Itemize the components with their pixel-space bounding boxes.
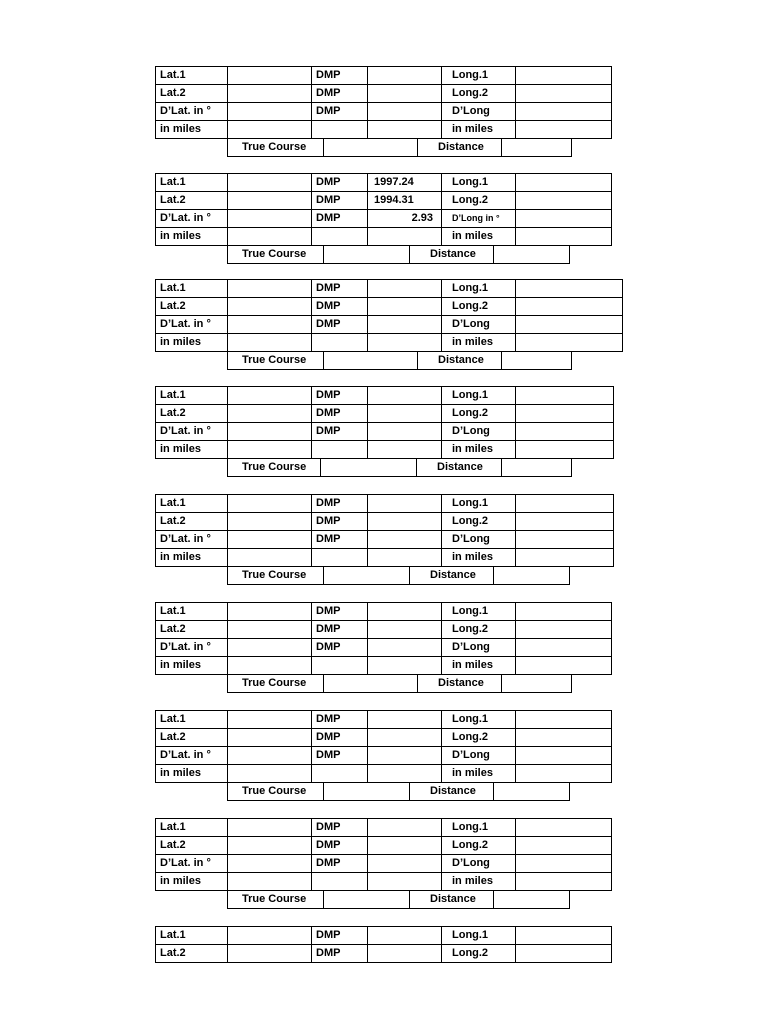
row-dlat bbox=[156, 210, 612, 228]
lat1-input[interactable] bbox=[228, 711, 312, 729]
lat2-input[interactable] bbox=[228, 837, 312, 855]
dlong-input[interactable] bbox=[516, 639, 612, 657]
distance-input[interactable] bbox=[502, 675, 572, 693]
long1-input[interactable] bbox=[516, 387, 614, 405]
dmp-diff-input[interactable] bbox=[368, 103, 442, 121]
row-miles bbox=[156, 657, 612, 675]
row-miles bbox=[156, 228, 612, 246]
summary-row bbox=[227, 567, 570, 585]
label-dmp: DMP bbox=[312, 67, 368, 85]
label-distance: Distance bbox=[418, 675, 502, 693]
worksheet-1 bbox=[155, 66, 612, 157]
row-lat1 bbox=[156, 603, 612, 621]
dlat-input[interactable] bbox=[228, 423, 312, 441]
label-distance: Distance bbox=[410, 246, 494, 264]
lat2-input[interactable] bbox=[228, 621, 312, 639]
row-lat2 bbox=[156, 837, 612, 855]
lat2-input[interactable] bbox=[228, 85, 312, 103]
label-dlong: D’Long bbox=[442, 423, 516, 441]
label-dlat: D’Lat. in ° bbox=[156, 747, 228, 765]
empty-cell bbox=[368, 765, 442, 783]
label-dmp: DMP bbox=[312, 639, 368, 657]
dlat-input[interactable] bbox=[228, 639, 312, 657]
worksheet-grid bbox=[155, 710, 612, 783]
dmp-diff-input[interactable] bbox=[368, 747, 442, 765]
empty-cell bbox=[312, 228, 368, 246]
dmp2-input[interactable] bbox=[368, 405, 442, 423]
dmp1-input[interactable] bbox=[368, 603, 442, 621]
label-long1: Long.1 bbox=[442, 280, 516, 298]
dmp1-input[interactable] bbox=[368, 67, 442, 85]
dlat-miles-input[interactable] bbox=[228, 441, 312, 459]
label-lat1: Lat.1 bbox=[156, 280, 228, 298]
dmp1-input[interactable] bbox=[368, 387, 442, 405]
empty-cell bbox=[368, 441, 442, 459]
label-distance: Distance bbox=[410, 891, 494, 909]
label-distance: Distance bbox=[410, 783, 494, 801]
worksheet-grid bbox=[155, 173, 612, 246]
label-lat1: Lat.1 bbox=[156, 387, 228, 405]
worksheet-grid bbox=[155, 818, 612, 891]
long1-input[interactable] bbox=[516, 67, 612, 85]
dlong-miles-input[interactable] bbox=[516, 441, 614, 459]
long2-input[interactable] bbox=[516, 621, 612, 639]
dmp1-input[interactable] bbox=[368, 280, 442, 298]
label-dmp: DMP bbox=[312, 621, 368, 639]
distance-input[interactable] bbox=[502, 352, 572, 370]
distance-input[interactable] bbox=[494, 783, 570, 801]
label-long1: Long.1 bbox=[442, 927, 516, 945]
dlong-input[interactable] bbox=[516, 747, 612, 765]
distance-input[interactable] bbox=[502, 459, 572, 477]
row-dlat bbox=[156, 103, 612, 121]
label-dmp: DMP bbox=[312, 927, 368, 945]
label-in-miles: in miles bbox=[442, 334, 516, 352]
worksheet-9 bbox=[155, 926, 612, 963]
long2-input[interactable] bbox=[516, 192, 612, 210]
summary-row bbox=[227, 139, 572, 157]
dmp2-input[interactable] bbox=[368, 85, 442, 103]
worksheet-2 bbox=[155, 173, 612, 264]
label-lat2: Lat.2 bbox=[156, 85, 228, 103]
lat2-input[interactable] bbox=[228, 513, 312, 531]
long1-input[interactable] bbox=[516, 603, 612, 621]
label-lat1: Lat.1 bbox=[156, 927, 228, 945]
row-miles bbox=[156, 334, 623, 352]
lat1-input[interactable] bbox=[228, 603, 312, 621]
label-dmp: DMP bbox=[312, 405, 368, 423]
label-in-miles: in miles bbox=[442, 549, 516, 567]
row-lat2 bbox=[156, 405, 614, 423]
dlat-miles-input[interactable] bbox=[228, 549, 312, 567]
dlat-input[interactable] bbox=[228, 531, 312, 549]
label-dlong: D’Long bbox=[442, 855, 516, 873]
label-dmp: DMP bbox=[312, 819, 368, 837]
worksheet-7 bbox=[155, 710, 612, 801]
empty-cell bbox=[368, 549, 442, 567]
lat2-input[interactable] bbox=[228, 729, 312, 747]
true-course-input[interactable] bbox=[324, 139, 418, 157]
label-long2: Long.2 bbox=[442, 85, 516, 103]
empty-cell bbox=[368, 334, 442, 352]
label-dmp: DMP bbox=[312, 495, 368, 513]
label-long2: Long.2 bbox=[442, 729, 516, 747]
label-long1: Long.1 bbox=[442, 495, 516, 513]
lat1-input[interactable] bbox=[228, 819, 312, 837]
label-lat1: Lat.1 bbox=[156, 819, 228, 837]
label-dlong: D’Long bbox=[442, 747, 516, 765]
empty-cell bbox=[368, 228, 442, 246]
label-distance: Distance bbox=[410, 567, 494, 585]
label-in-miles: in miles bbox=[442, 657, 516, 675]
dmp-diff-input[interactable] bbox=[368, 855, 442, 873]
worksheet-grid bbox=[155, 602, 612, 675]
row-lat1 bbox=[156, 495, 614, 513]
dlat-input[interactable] bbox=[228, 747, 312, 765]
dmp-diff-input[interactable] bbox=[368, 639, 442, 657]
dlat-miles-input[interactable] bbox=[228, 873, 312, 891]
worksheet-grid bbox=[155, 66, 612, 139]
dlat-miles-input[interactable] bbox=[228, 765, 312, 783]
label-lat1: Lat.1 bbox=[156, 603, 228, 621]
lat2-input[interactable] bbox=[228, 405, 312, 423]
label-in-miles: in miles bbox=[156, 228, 228, 246]
label-dmp: DMP bbox=[312, 729, 368, 747]
summary-row bbox=[227, 459, 572, 477]
label-in-miles: in miles bbox=[442, 121, 516, 139]
worksheet-4 bbox=[155, 386, 614, 477]
row-miles bbox=[156, 765, 612, 783]
label-lat2: Lat.2 bbox=[156, 513, 228, 531]
label-distance: Distance bbox=[417, 459, 502, 477]
label-dlong: D’Long bbox=[442, 316, 516, 334]
label-dmp: DMP bbox=[312, 210, 368, 228]
label-dlong: D’Long bbox=[442, 531, 516, 549]
row-dlat bbox=[156, 316, 623, 334]
dlong-miles-input[interactable] bbox=[516, 549, 614, 567]
row-lat2 bbox=[156, 729, 612, 747]
true-course-input[interactable] bbox=[324, 352, 418, 370]
row-lat1 bbox=[156, 280, 623, 298]
empty-cell bbox=[368, 873, 442, 891]
worksheet-8 bbox=[155, 818, 612, 909]
dlong-miles-input[interactable] bbox=[516, 765, 612, 783]
label-true-course: True Course bbox=[228, 891, 324, 909]
lat2-input[interactable] bbox=[228, 298, 312, 316]
label-lat1: Lat.1 bbox=[156, 67, 228, 85]
dmp-diff-input[interactable] bbox=[368, 531, 442, 549]
label-distance: Distance bbox=[418, 352, 502, 370]
empty-cell bbox=[312, 873, 368, 891]
row-lat2 bbox=[156, 621, 612, 639]
label-dmp: DMP bbox=[312, 192, 368, 210]
summary-row bbox=[227, 352, 572, 370]
label-true-course: True Course bbox=[228, 675, 324, 693]
label-true-course: True Course bbox=[228, 459, 321, 477]
label-long2: Long.2 bbox=[442, 945, 516, 963]
label-dlong-deg: D’Long in ° bbox=[442, 210, 516, 228]
label-dmp: DMP bbox=[312, 174, 368, 192]
label-dlat: D’Lat. in ° bbox=[156, 423, 228, 441]
row-dlat bbox=[156, 855, 612, 873]
label-long1: Long.1 bbox=[442, 387, 516, 405]
distance-input[interactable] bbox=[502, 139, 572, 157]
label-dlat: D’Lat. in ° bbox=[156, 639, 228, 657]
true-course-input[interactable] bbox=[321, 459, 417, 477]
summary-row bbox=[227, 783, 570, 801]
row-dlat bbox=[156, 423, 614, 441]
empty-cell bbox=[312, 657, 368, 675]
row-lat2 bbox=[156, 298, 623, 316]
label-in-miles: in miles bbox=[156, 121, 228, 139]
dmp1-input[interactable] bbox=[368, 819, 442, 837]
dlong-input[interactable] bbox=[516, 210, 612, 228]
dmp2-input[interactable] bbox=[368, 837, 442, 855]
label-lat2: Lat.2 bbox=[156, 945, 228, 963]
dlat-input[interactable] bbox=[228, 103, 312, 121]
label-in-miles: in miles bbox=[442, 873, 516, 891]
worksheet-6 bbox=[155, 602, 612, 693]
label-long1: Long.1 bbox=[442, 603, 516, 621]
label-long2: Long.2 bbox=[442, 298, 516, 316]
long2-input[interactable] bbox=[516, 298, 623, 316]
worksheet-grid bbox=[155, 494, 614, 567]
row-lat1 bbox=[156, 927, 612, 945]
label-dmp: DMP bbox=[312, 747, 368, 765]
row-lat2 bbox=[156, 85, 612, 103]
row-miles bbox=[156, 441, 614, 459]
label-long2: Long.2 bbox=[442, 837, 516, 855]
summary-row bbox=[227, 246, 570, 264]
dmp2-value[interactable]: 1994.31 bbox=[368, 192, 442, 210]
label-in-miles: in miles bbox=[442, 228, 516, 246]
label-long1: Long.1 bbox=[442, 67, 516, 85]
long2-input[interactable] bbox=[516, 837, 612, 855]
dmp2-input[interactable] bbox=[368, 621, 442, 639]
label-in-miles: in miles bbox=[156, 873, 228, 891]
dlong-miles-input[interactable] bbox=[516, 657, 612, 675]
label-dlat: D’Lat. in ° bbox=[156, 855, 228, 873]
label-dlat: D’Lat. in ° bbox=[156, 531, 228, 549]
row-lat1 bbox=[156, 67, 612, 85]
label-true-course: True Course bbox=[228, 139, 324, 157]
dlat-input[interactable] bbox=[228, 855, 312, 873]
long2-input[interactable] bbox=[516, 729, 612, 747]
label-dmp: DMP bbox=[312, 837, 368, 855]
worksheet-grid bbox=[155, 279, 623, 352]
lat1-input[interactable] bbox=[228, 67, 312, 85]
row-lat1 bbox=[156, 711, 612, 729]
empty-cell bbox=[312, 441, 368, 459]
dlong-input[interactable] bbox=[516, 423, 614, 441]
dmp-diff-value[interactable]: 2.93 bbox=[368, 210, 442, 228]
label-long1: Long.1 bbox=[442, 711, 516, 729]
dmp1-input[interactable] bbox=[368, 711, 442, 729]
lat2-input[interactable] bbox=[228, 192, 312, 210]
dlong-input[interactable] bbox=[516, 316, 623, 334]
lat1-input[interactable] bbox=[228, 495, 312, 513]
label-lat1: Lat.1 bbox=[156, 711, 228, 729]
label-in-miles: in miles bbox=[442, 765, 516, 783]
label-lat2: Lat.2 bbox=[156, 837, 228, 855]
row-dlat bbox=[156, 531, 614, 549]
dmp2-input[interactable] bbox=[368, 729, 442, 747]
empty-cell bbox=[312, 549, 368, 567]
row-miles bbox=[156, 873, 612, 891]
label-dmp: DMP bbox=[312, 280, 368, 298]
label-dmp: DMP bbox=[312, 945, 368, 963]
label-dlat: D’Lat. in ° bbox=[156, 316, 228, 334]
long1-input[interactable] bbox=[516, 711, 612, 729]
empty-cell bbox=[312, 765, 368, 783]
label-lat2: Lat.2 bbox=[156, 298, 228, 316]
label-lat2: Lat.2 bbox=[156, 192, 228, 210]
label-long2: Long.2 bbox=[442, 621, 516, 639]
dlat-miles-input[interactable] bbox=[228, 121, 312, 139]
label-true-course: True Course bbox=[228, 246, 324, 264]
dlat-miles-input[interactable] bbox=[228, 657, 312, 675]
label-in-miles: in miles bbox=[156, 657, 228, 675]
label-dlong: D’Long bbox=[442, 639, 516, 657]
row-lat1 bbox=[156, 387, 614, 405]
long1-input[interactable] bbox=[516, 495, 614, 513]
label-dmp: DMP bbox=[312, 513, 368, 531]
label-dmp: DMP bbox=[312, 603, 368, 621]
dlong-miles-input[interactable] bbox=[516, 334, 623, 352]
label-long2: Long.2 bbox=[442, 192, 516, 210]
dmp1-value[interactable]: 1997.24 bbox=[368, 174, 442, 192]
row-lat2 bbox=[156, 513, 614, 531]
row-dlat bbox=[156, 639, 612, 657]
dlat-input[interactable] bbox=[228, 210, 312, 228]
label-dmp: DMP bbox=[312, 387, 368, 405]
true-course-input[interactable] bbox=[324, 567, 410, 585]
true-course-input[interactable] bbox=[324, 675, 418, 693]
label-in-miles: in miles bbox=[156, 549, 228, 567]
empty-cell bbox=[312, 334, 368, 352]
long1-input[interactable] bbox=[516, 280, 623, 298]
row-lat2 bbox=[156, 945, 612, 963]
row-dlat bbox=[156, 747, 612, 765]
label-in-miles: in miles bbox=[442, 441, 516, 459]
worksheet-3 bbox=[155, 279, 623, 370]
long2-input[interactable] bbox=[516, 513, 614, 531]
empty-cell bbox=[368, 657, 442, 675]
row-lat1 bbox=[156, 174, 612, 192]
label-long2: Long.2 bbox=[442, 405, 516, 423]
label-dlat: D’Lat. in ° bbox=[156, 103, 228, 121]
worksheet-grid bbox=[155, 926, 612, 963]
label-true-course: True Course bbox=[228, 567, 324, 585]
label-lat1: Lat.1 bbox=[156, 174, 228, 192]
distance-input[interactable] bbox=[494, 891, 570, 909]
label-true-course: True Course bbox=[228, 352, 324, 370]
worksheet-5 bbox=[155, 494, 614, 585]
dmp1-input[interactable] bbox=[368, 495, 442, 513]
row-miles bbox=[156, 549, 614, 567]
dlong-miles-input[interactable] bbox=[516, 228, 612, 246]
empty-cell bbox=[312, 121, 368, 139]
label-lat2: Lat.2 bbox=[156, 405, 228, 423]
label-dmp: DMP bbox=[312, 531, 368, 549]
dmp-diff-input[interactable] bbox=[368, 316, 442, 334]
label-dmp: DMP bbox=[312, 298, 368, 316]
summary-row bbox=[227, 675, 572, 693]
true-course-input[interactable] bbox=[324, 246, 410, 264]
true-course-input[interactable] bbox=[324, 891, 410, 909]
label-lat1: Lat.1 bbox=[156, 495, 228, 513]
row-lat1 bbox=[156, 819, 612, 837]
label-true-course: True Course bbox=[228, 783, 324, 801]
label-dlong: D’Long bbox=[442, 103, 516, 121]
label-dmp: DMP bbox=[312, 85, 368, 103]
lat1-input[interactable] bbox=[228, 174, 312, 192]
label-distance: Distance bbox=[418, 139, 502, 157]
dlong-input[interactable] bbox=[516, 531, 614, 549]
dlat-input[interactable] bbox=[228, 316, 312, 334]
label-dmp: DMP bbox=[312, 103, 368, 121]
empty-cell bbox=[368, 121, 442, 139]
dmp2-input[interactable] bbox=[368, 945, 442, 963]
distance-input[interactable] bbox=[494, 567, 570, 585]
label-in-miles: in miles bbox=[156, 441, 228, 459]
label-in-miles: in miles bbox=[156, 334, 228, 352]
long2-input[interactable] bbox=[516, 945, 612, 963]
summary-row bbox=[227, 891, 570, 909]
label-dlat: D’Lat. in ° bbox=[156, 210, 228, 228]
true-course-input[interactable] bbox=[324, 783, 410, 801]
long1-input[interactable] bbox=[516, 819, 612, 837]
dlong-input[interactable] bbox=[516, 855, 612, 873]
dlat-miles-input[interactable] bbox=[228, 228, 312, 246]
label-dmp: DMP bbox=[312, 711, 368, 729]
label-dmp: DMP bbox=[312, 855, 368, 873]
lat1-input[interactable] bbox=[228, 280, 312, 298]
lat2-input[interactable] bbox=[228, 945, 312, 963]
label-long2: Long.2 bbox=[442, 513, 516, 531]
long1-input[interactable] bbox=[516, 174, 612, 192]
label-lat2: Lat.2 bbox=[156, 621, 228, 639]
distance-input[interactable] bbox=[494, 246, 570, 264]
dlong-miles-input[interactable] bbox=[516, 121, 612, 139]
label-dmp: DMP bbox=[312, 316, 368, 334]
dmp2-input[interactable] bbox=[368, 298, 442, 316]
dlong-input[interactable] bbox=[516, 103, 612, 121]
label-long1: Long.1 bbox=[442, 174, 516, 192]
long2-input[interactable] bbox=[516, 405, 614, 423]
label-lat2: Lat.2 bbox=[156, 729, 228, 747]
label-long1: Long.1 bbox=[442, 819, 516, 837]
dmp-diff-input[interactable] bbox=[368, 423, 442, 441]
label-in-miles: in miles bbox=[156, 765, 228, 783]
lat1-input[interactable] bbox=[228, 927, 312, 945]
row-miles bbox=[156, 121, 612, 139]
long1-input[interactable] bbox=[516, 927, 612, 945]
dmp1-input[interactable] bbox=[368, 927, 442, 945]
long2-input[interactable] bbox=[516, 85, 612, 103]
worksheet-grid bbox=[155, 386, 614, 459]
row-lat2 bbox=[156, 192, 612, 210]
label-dmp: DMP bbox=[312, 423, 368, 441]
lat1-input[interactable] bbox=[228, 387, 312, 405]
dmp2-input[interactable] bbox=[368, 513, 442, 531]
dlong-miles-input[interactable] bbox=[516, 873, 612, 891]
dlat-miles-input[interactable] bbox=[228, 334, 312, 352]
